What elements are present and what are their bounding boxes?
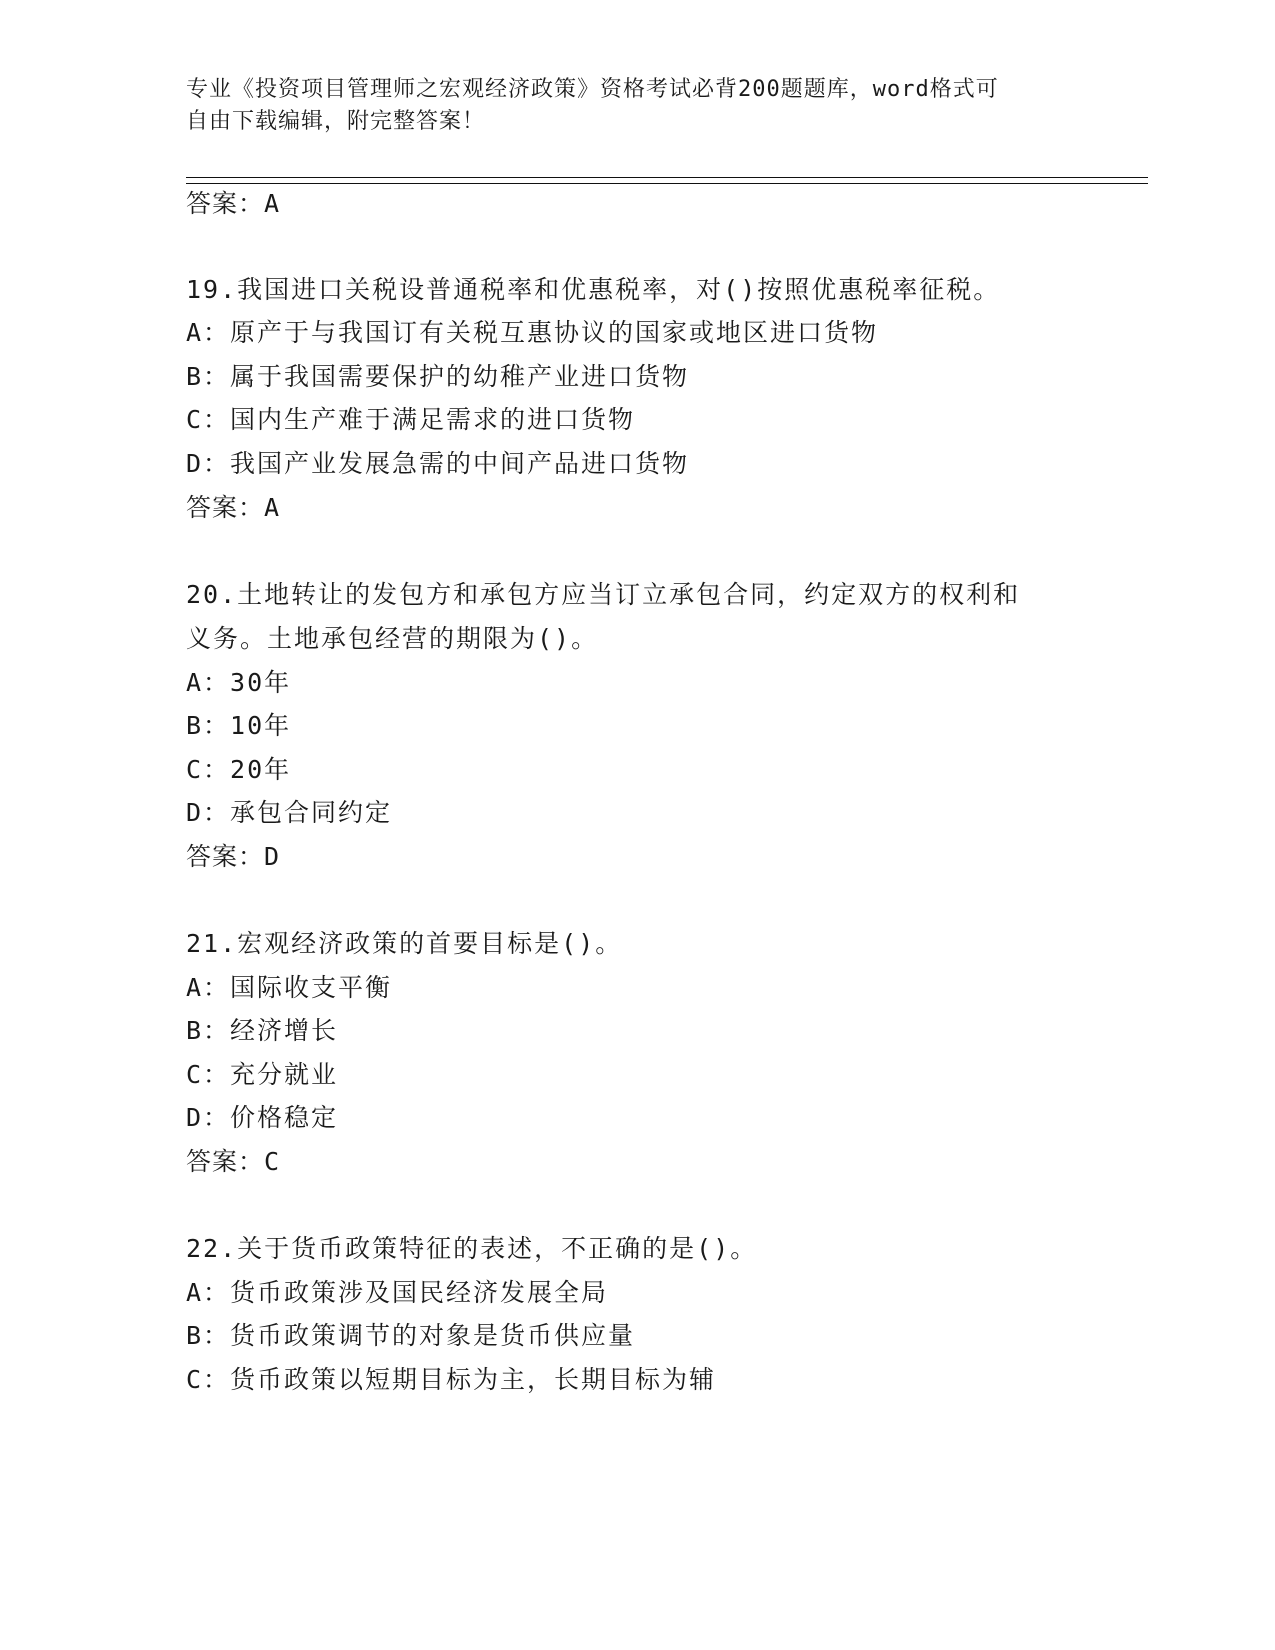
question-21-stem: 21.宏观经济政策的首要目标是()。 [186,929,623,958]
question-21-option-d: D：价格稳定 [186,1103,339,1132]
question-19-option-b: B：属于我国需要保护的幼稚产业进口货物 [186,362,690,391]
question-21-option-a: A：国际收支平衡 [186,973,393,1002]
question-21-option-b: B：经济增长 [186,1016,339,1045]
header-line-2: 自由下载编辑，附完整答案！ [186,109,486,134]
question-19-option-c: C：国内生产难于满足需求的进口货物 [186,405,636,434]
question-22-option-a: A：货币政策涉及国民经济发展全局 [186,1278,609,1307]
question-20-answer: 答案：D [186,842,281,871]
question-19-option-a: A：原产于与我国订有关税互惠协议的国家或地区进口货物 [186,318,879,347]
question-20-stem-line-2: 义务。土地承包经营的期限为()。 [186,624,599,653]
question-20-option-d: D：承包合同约定 [186,798,393,827]
question-20-option-c: C：20年 [186,755,292,784]
document-header [186,74,1086,138]
header-divider-top [186,177,1148,178]
question-19-answer: 答案：A [186,493,281,522]
question-20-stem-line-1: 20.土地转让的发包方和承包方应当订立承包合同，约定双方的权利和 [186,580,1021,609]
header-divider-bottom [186,183,1148,184]
question-21-option-c: C：充分就业 [186,1060,339,1089]
question-22-option-c: C：货币政策以短期目标为主，长期目标为辅 [186,1365,717,1394]
question-20-option-a: A：30年 [186,668,292,697]
header-line-1: 专业《投资项目管理师之宏观经济政策》资格考试必背200题题库，word格式可 [186,77,999,102]
question-22-stem: 22.关于货币政策特征的表述，不正确的是()。 [186,1234,758,1263]
question-20-option-b: B：10年 [186,711,292,740]
question-21-answer: 答案：C [186,1147,281,1176]
previous-answer: 答案：A [186,189,281,218]
question-22-option-b: B：货币政策调节的对象是货币供应量 [186,1321,636,1350]
question-19-stem: 19.我国进口关税设普通税率和优惠税率，对()按照优惠税率征税。 [186,275,1001,304]
question-19-option-d: D：我国产业发展急需的中间产品进口货物 [186,449,690,478]
